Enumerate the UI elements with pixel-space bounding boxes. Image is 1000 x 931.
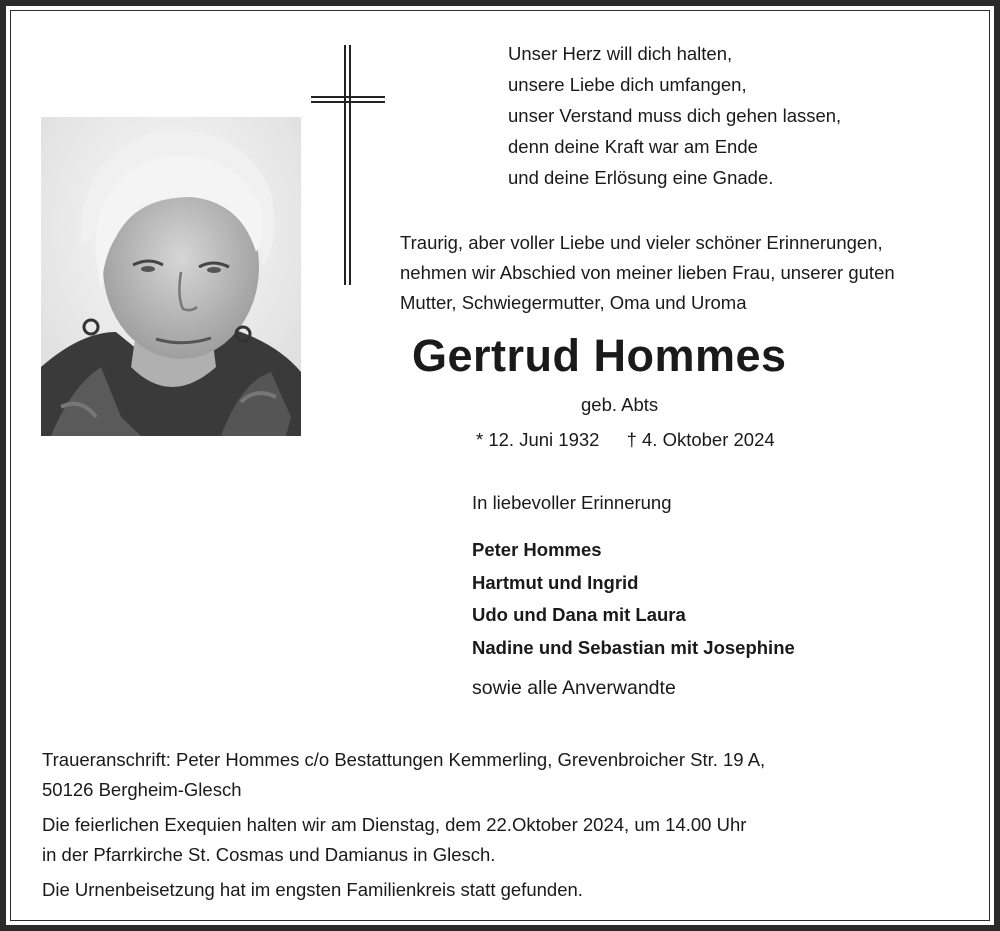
deceased-name: Gertrud Hommes	[412, 330, 787, 381]
death-date: † 4. Oktober 2024	[626, 429, 775, 450]
intro-line: Mutter, Schwiegermutter, Oma und Uroma	[400, 292, 747, 313]
cross-icon	[311, 45, 385, 285]
mourners-list	[472, 534, 795, 664]
life-dates	[476, 425, 797, 455]
maiden-name: geb. Abts	[581, 394, 659, 415]
relatives-line: sowie alle Anverwandte	[472, 677, 676, 699]
poem-line: unsere Liebe dich umfangen,	[508, 74, 747, 95]
poem-line: denn deine Kraft war am Ende	[508, 136, 758, 157]
funeral-details	[42, 745, 765, 905]
poem-line: und deine Erlösung eine Gnade.	[508, 167, 774, 188]
service-line: Die feierlichen Exequien halten wir am Dienstag, dem 22.Oktober 2024, um 14.00 Uhr	[42, 814, 747, 835]
poem-line: unser Verstand muss dich gehen lassen,	[508, 105, 842, 126]
intro-line: Traurig, aber voller Liebe und vieler schöner Erinnerungen,	[400, 232, 883, 253]
mourner-name: Hartmut und Ingrid	[472, 571, 639, 593]
mourner-name: Udo und Dana mit Laura	[472, 604, 686, 625]
memory-line: In liebevoller Erinnerung	[472, 492, 672, 513]
birth-date: * 12. Juni 1932	[476, 429, 600, 450]
service-line: in der Pfarrkirche St. Cosmas und Damianus in Glesch.	[42, 844, 496, 865]
burial-line: Die Urnenbeisetzung hat im engsten Familienkreis statt gefunden.	[42, 879, 583, 900]
intro-text	[400, 228, 895, 318]
poem	[508, 38, 841, 193]
mourner-name: Nadine und Sebastian mit Josephine	[472, 636, 795, 658]
mourner-name: Peter Hommes	[472, 539, 602, 560]
address-line: Traueranschrift: Peter Hommes c/o Bestattungen Kemmerling, Grevenbroicher Str. 19 A,	[42, 749, 766, 770]
address-line: 50126 Bergheim-Glesch	[42, 779, 242, 800]
intro-line: nehmen wir Abschied von meiner lieben Frau, unserer guten	[400, 262, 895, 283]
portrait-photo	[41, 117, 301, 436]
poem-line: Unser Herz will dich halten,	[508, 43, 733, 64]
